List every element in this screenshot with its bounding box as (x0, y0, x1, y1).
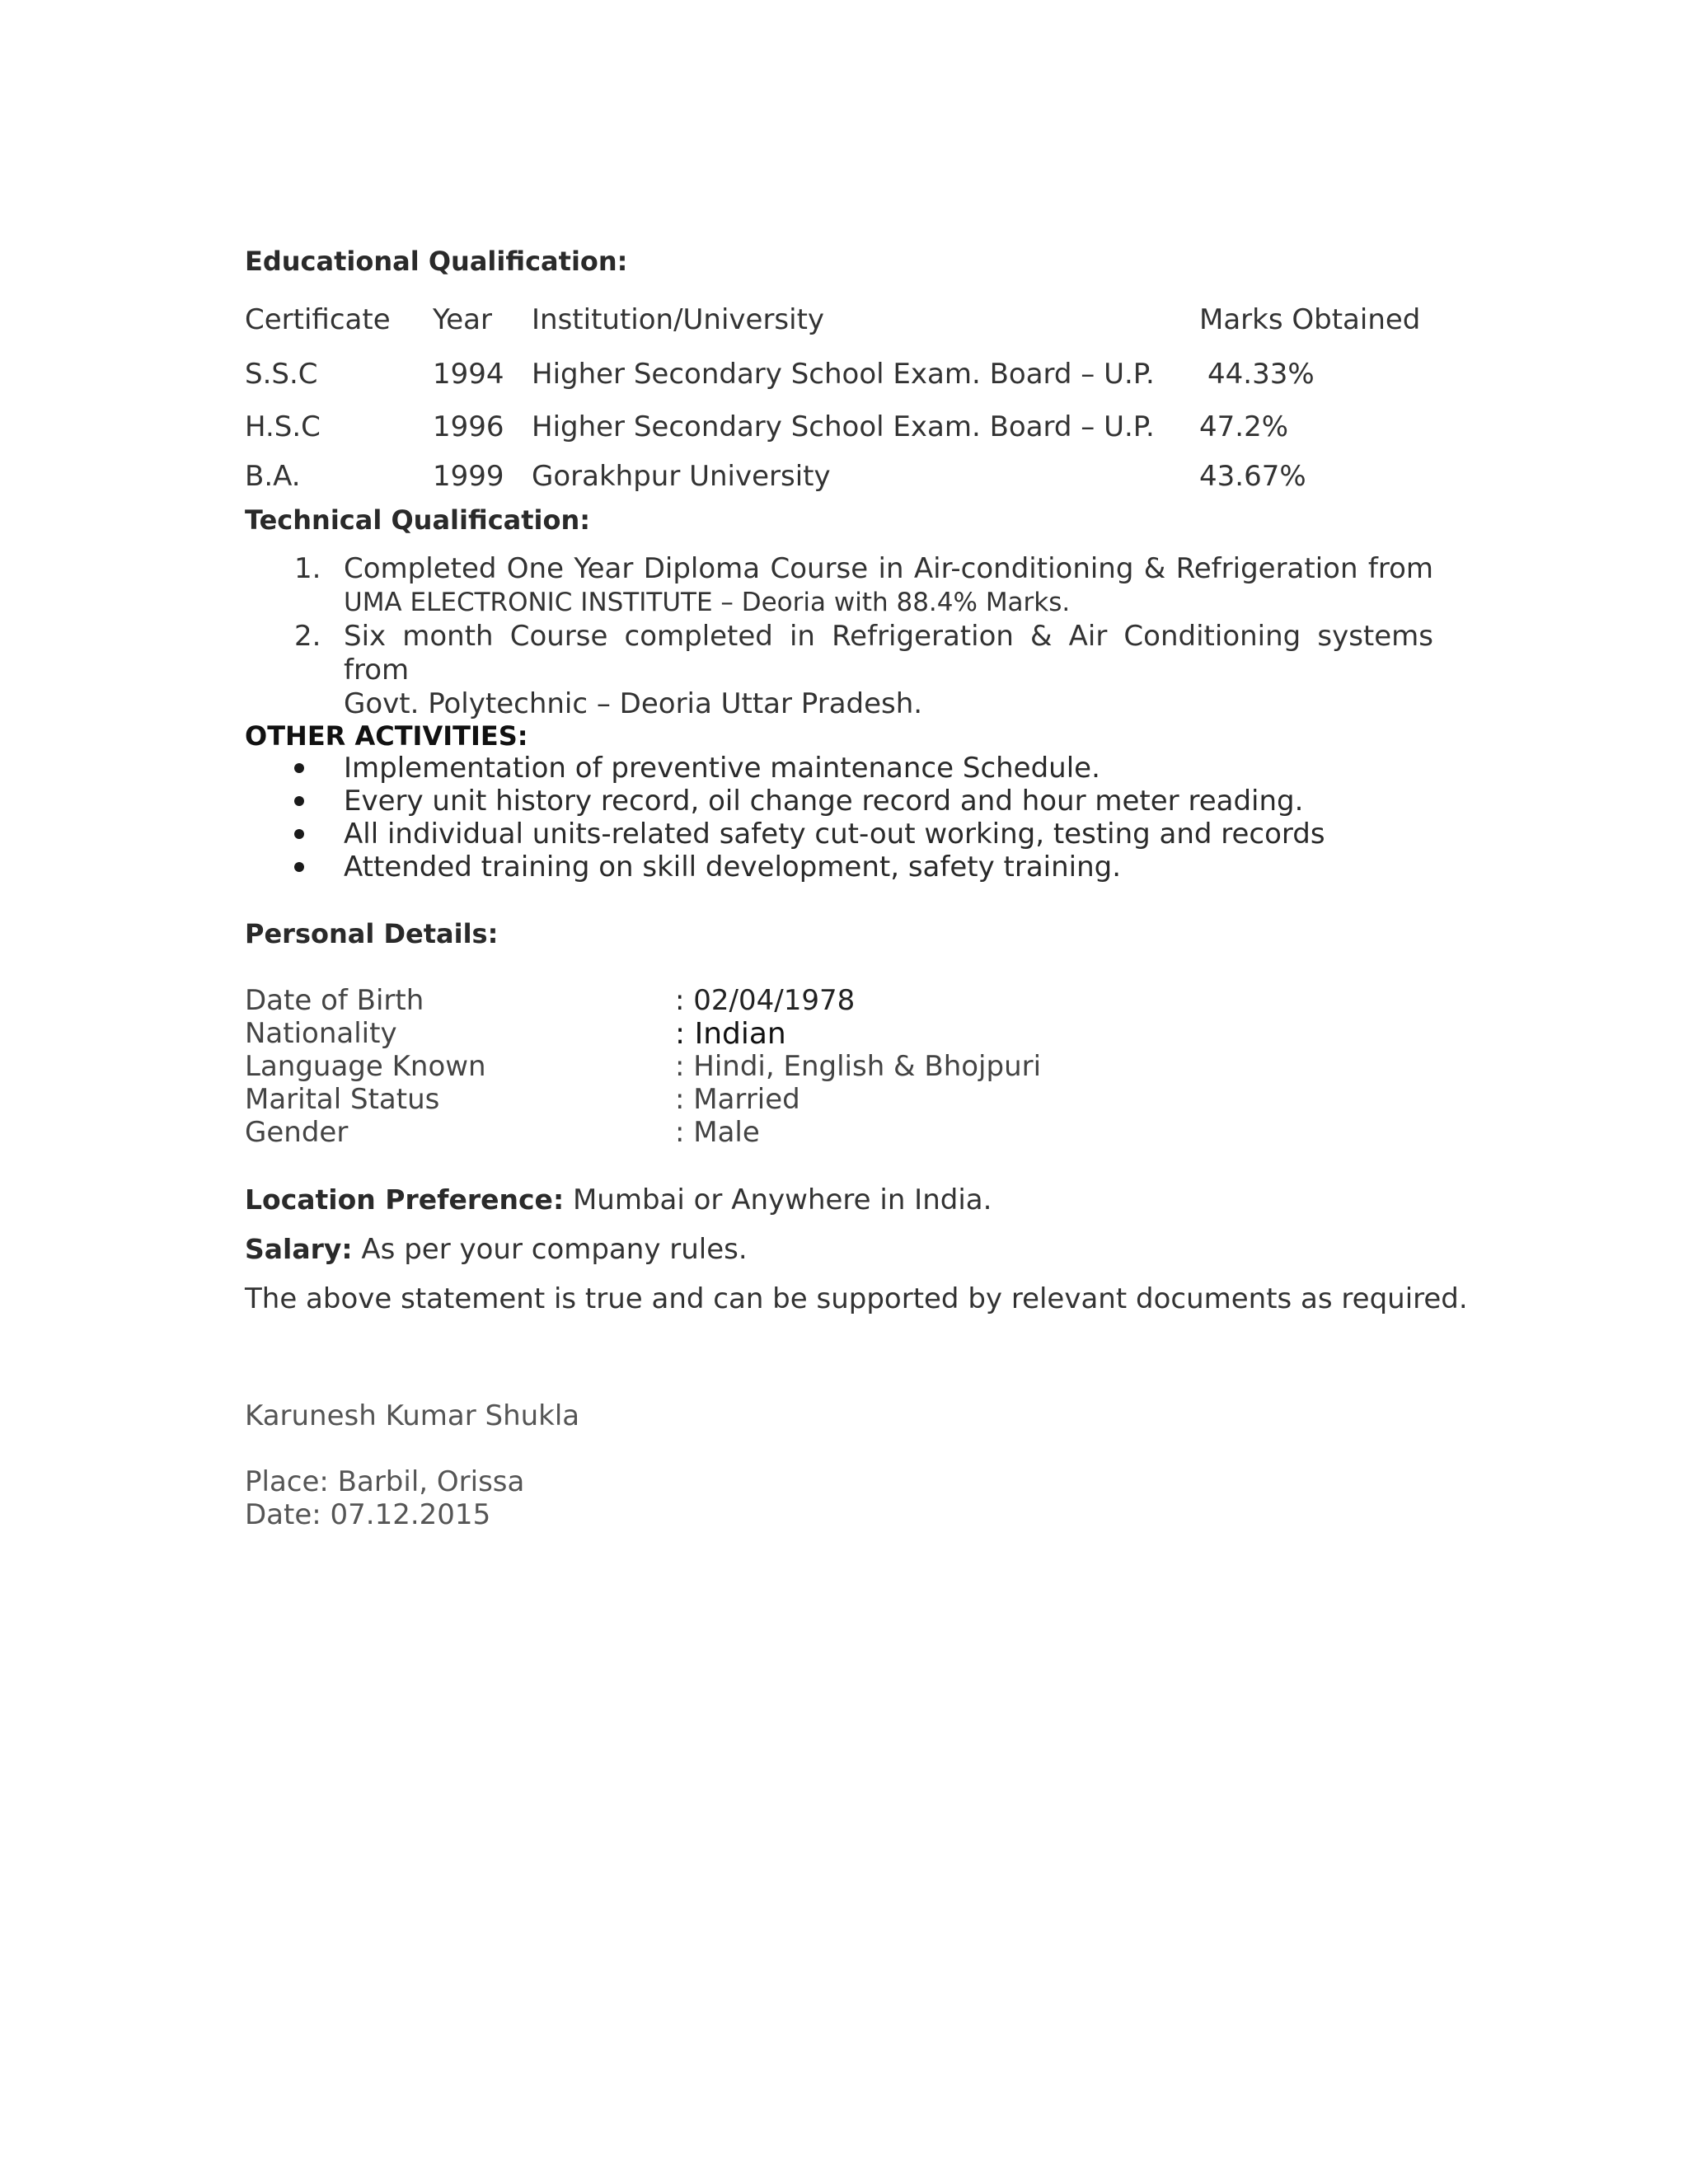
year-cell: 1994 (433, 358, 504, 391)
location-preference (245, 1183, 992, 1216)
signature-place: Place: Barbil, Orissa (245, 1465, 525, 1498)
detail-value: : 02/04/1978 (675, 984, 856, 1017)
bullet-icon (294, 763, 304, 773)
list-number: 2. (294, 620, 321, 653)
year-cell: 1999 (433, 460, 504, 493)
year-cell: 1996 (433, 410, 504, 443)
detail-value: : Male (675, 1116, 760, 1149)
education-table-header (245, 303, 1432, 344)
certificate-cell: B.A. (245, 460, 301, 493)
marks-cell: 43.67% (1199, 460, 1306, 493)
signatory-name: Karunesh Kumar Shukla (245, 1399, 580, 1432)
location-label: Location Preference: (245, 1183, 565, 1216)
technical-item-line: Govt. Polytechnic – Deoria Uttar Pradesh. (344, 687, 923, 720)
column-header-year: Year (433, 303, 492, 336)
certificate-cell: H.S.C (245, 410, 321, 443)
institution-cell: Higher Secondary School Exam. Board – U.P. (532, 358, 1155, 391)
marks-cell: 47.2% (1199, 410, 1289, 443)
list-number: 1. (294, 552, 321, 585)
education-row (245, 358, 1432, 399)
salary (245, 1233, 748, 1266)
technical-item-line: UMA ELECTRONIC INSTITUTE – Deoria with 88.4% Marks. (344, 588, 1071, 617)
location-value: Mumbai or Anywhere in India. (572, 1183, 992, 1216)
marks-cell: 44.33% (1207, 358, 1315, 391)
salary-label: Salary: (245, 1233, 353, 1265)
detail-label: Date of Birth (245, 984, 424, 1017)
personal-heading: Personal Details: (245, 918, 499, 949)
salary-value: As per your company rules. (361, 1233, 748, 1266)
activities-heading: OTHER ACTIVITIES: (245, 720, 528, 752)
signature-date: Date: 07.12.2015 (245, 1498, 491, 1531)
education-row (245, 460, 1432, 501)
education-heading: Educational Qualification: (245, 246, 628, 277)
technical-item-line: Completed One Year Diploma Course in Air-conditioning & Refrigeration from (344, 552, 1433, 585)
technical-item-line: Six month Course completed in Refrigeration & Air Conditioning systems from (344, 620, 1433, 687)
detail-label: Language Known (245, 1050, 486, 1083)
certificate-cell: S.S.C (245, 358, 318, 391)
detail-label: Nationality (245, 1017, 397, 1050)
bullet-icon (294, 862, 304, 872)
detail-value: : Hindi, English & Bhojpuri (675, 1050, 1042, 1083)
column-header-certificate: Certificate (245, 303, 391, 336)
detail-label: Gender (245, 1116, 349, 1149)
education-row (245, 410, 1432, 452)
bullet-icon (294, 796, 304, 806)
column-header-institution: Institution/University (532, 303, 825, 336)
column-header-marks: Marks Obtained (1199, 303, 1421, 336)
bullet-icon (294, 829, 304, 839)
declaration: The above statement is true and can be supported by relevant documents as required. (245, 1282, 1468, 1315)
detail-value: : Indian (675, 1017, 786, 1051)
institution-cell: Gorakhpur University (532, 460, 831, 493)
resume-page: Educational Qualification: Certificate Year Institution/University Marks Obtained S.S.C 1994 Higher Secondary School Exam. Board – U.P. 44.33% H.S.C 1996 Higher Secondary School Exam. Board – U.P. 47.2% B.A. 1999 Gorakhpur University 43.67% Technical Qualification: 1. Completed One Year Diploma Course in Air-conditioning & Refrigeration from UMA ELECTRONIC INSTITUTE – Deoria with 88.4% Marks. 2. Six month Course completed in Refrigeration & Air Conditioning systems from Govt. Polytechnic – Deoria Uttar Pradesh. OTHER ACTIVITIES: Implementation of preventive maintenance Schedule. Every unit history record, oil change record and hour meter reading. All individual units-related safety cut-out working, testing and records Attended training on skill development, safety training. Personal Details: Date of Birth : 02/04/1978 Nationality : Indian Language Known : Hindi, English & Bhojpuri Marital Status : Married Gender : Male Location Preference: Mumbai or Anywhere in India. Salary: As per your company rules. The above statement is true and can be supported by relevant documents as required. Karunesh Kumar Shukla Place: Barbil, Orissa Date: 07.12.2015 (245, 246, 1468, 1531)
detail-value: : Married (675, 1083, 800, 1116)
institution-cell: Higher Secondary School Exam. Board – U.P. (532, 410, 1155, 443)
technical-heading: Technical Qualification: (245, 504, 591, 536)
detail-label: Marital Status (245, 1083, 440, 1116)
